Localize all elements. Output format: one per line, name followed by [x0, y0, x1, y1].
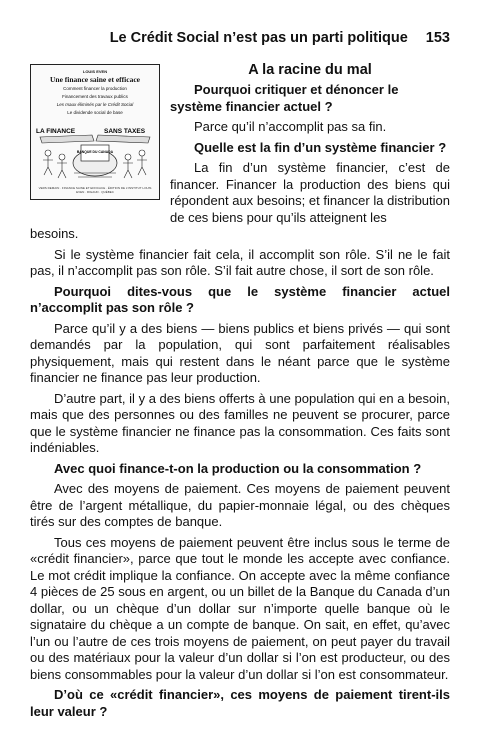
banner-ribbon-shape [96, 135, 150, 143]
cartoon-banner-right: SANS TAXES [104, 128, 146, 135]
paragraph-1: Si le système financier fait cela, il accomplit son rôle. S’il ne le fait pas, il n’accomplit pas son rôle. S’il fait autre chose, il sort de son rôle. [30, 246, 450, 278]
paragraph-2: Parce qu’il y a des biens — biens publics et biens privés — qui sont demandés par la population, qui sont parfaitement réalisables physiquement, mais qui restent dans le néant parce que le système financier ne finance pas leur production. [30, 320, 450, 385]
paragraph-4: Avec des moyens de paiement. Ces moyens de paiement peuvent être de l’argent métallique, du papier-monnaie légal, ou des chèques tirés sur des comptes de banque. [30, 481, 450, 529]
cartoon-drawing [34, 123, 156, 181]
section-title: A la racine du mal [248, 62, 372, 78]
figure-caption: VERS DEMAIN · FINANCE SAINE ET EFFICACE · ÉDITION DE L'INSTITUT LOUIS EVEN · RIGAUD · QUÉBEC [38, 186, 152, 194]
page-header [30, 30, 450, 52]
book-page [30, 30, 450, 724]
paragraph-3: D’autre part, il y a des biens offerts à une population qui en a besoin, mais que des personnes ou des familles ne peuvent se procurer, parce que le système financier ne finance pas la consommation. Ces faits sont indéniables. [30, 390, 450, 455]
paragraph-5: Tous ces moyens de paiement peuvent être inclus sous le terme de «crédit financier», parce que tout le monde les accepte avec confiance. Le mot crédit implique la confiance. On accepte avec la même confiance 4 pièces de 25 sous en argent, ou un billet de la Banque du Canada d’un dollar, ou un chèque d’un dollar sur n’importe quelle banque où le signataire du chèque a un compte de banque. On sait, en effet, qu’avec l’un ou l’autre de ces trois moyens de paiement, on peut payer du travail ou des matériaux pour la valeur d’un dollar si l’on est producteur, ou des biens consommables pour la valeur d’un dollar si l’on est consommateur. [30, 534, 450, 682]
page-number: 153 [425, 30, 450, 46]
figure-subtitle-1: Comment financer la production [63, 86, 127, 91]
intro-text-column [170, 62, 450, 230]
question-5: D’où ce «crédit financier», ces moyens de paiement tirent-ils leur valeur ? [30, 687, 450, 719]
intro-block [30, 60, 450, 226]
question-4: Avec quoi finance-t-on la production ou la consommation ? [54, 460, 422, 476]
answer-2-continued: besoins. [30, 226, 79, 241]
cartoon-banner-left: LA FINANCE [36, 128, 76, 135]
question-3: Pourquoi dites-vous que le système financier actuel n’accomplit pas son rôle ? [30, 283, 450, 315]
question-1: Pourquoi critiquer et dénoncer le système financier actuel ? [170, 82, 399, 114]
banner-ribbon-shape [40, 135, 94, 143]
body-text [30, 226, 450, 720]
figure-title: Une finance saine et efficace [50, 75, 140, 84]
question-2: Quelle est la fin d’un système financier ? [194, 139, 447, 155]
answer-1: Parce qu’il n’accomplit pas sa fin. [194, 119, 387, 134]
bank-label: BANQUE DU CANADA [76, 150, 114, 154]
figure-author: LOUIS EVEN [82, 69, 108, 74]
answer-2: La fin d’un système financier, c’est de financer. Financer la production des biens qui répondent aux besoins; et financer la distribution de ces biens pour qu’ils atteignent les [170, 160, 450, 225]
figure-subtitle-3: Les maux éliminés par le Crédit Social [56, 102, 134, 107]
figure-subtitle-2: Financement des travaux publics [62, 93, 128, 99]
book-cover-illustration [30, 64, 160, 200]
running-title: Le Crédit Social n’est pas un parti politique [109, 30, 408, 46]
figure-subtitle-4: Le dividende social de base [67, 109, 123, 115]
